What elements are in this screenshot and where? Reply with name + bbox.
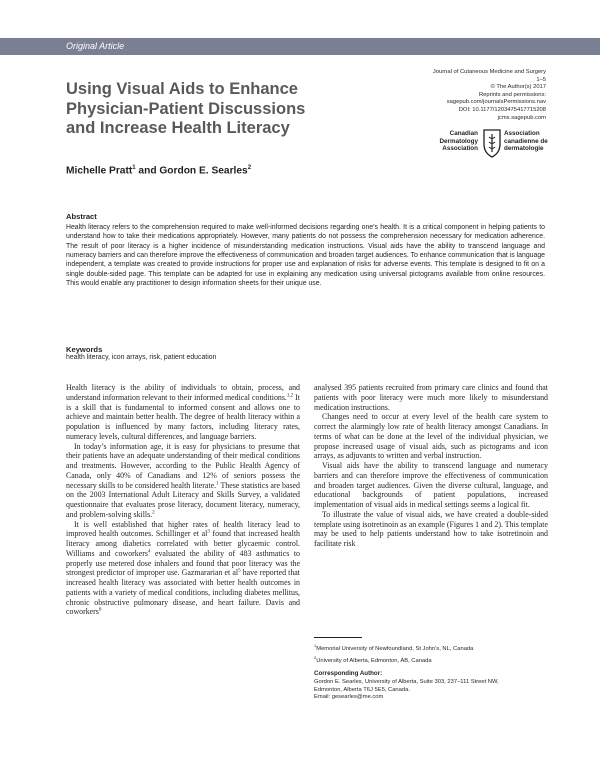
- cda-logo: [426, 128, 546, 168]
- reprints-label: Reprints and permissions:: [478, 91, 546, 98]
- affiliations: [314, 642, 550, 665]
- citation-mark: 3: [207, 529, 210, 535]
- abstract-text: Health literacy refers to the comprehension required to make well-informed decisions regarding one’s health. It is a critical component in helping patients to understand how to take their medications appropriately. However, many patients do not possess the comprehension necessary for medication adherence. The result of poor literacy is a higher incidence of misunderstanding medication instructions. Visual aids have the ability to transcend language and numeracy barriers and can therefore improve the effectiveness of communication and broaden target audiences. To enhance communication that is language independent, a template was created to provide instructions for proper use and explanation of risks for adverse events. This template is designed to fit on a single double-sided page. This template can be adapted for use in explaining any medication using universal pictograms available from online resources. This would enable any practitioner to design information sheets for their unique use.: [66, 224, 545, 288]
- title-line: and Increase Health Literacy: [66, 119, 290, 137]
- citation-mark: 6: [98, 607, 102, 613]
- body-paragraph: [66, 520, 300, 618]
- keywords-heading: Keywords: [66, 345, 103, 354]
- permissions-link[interactable]: sagepub.com/journalsPermissions.nav: [446, 99, 546, 106]
- author-name: Michelle Pratt: [66, 165, 133, 177]
- title-line: Physician-Patient Discussions: [66, 99, 306, 118]
- article-title: [66, 80, 396, 139]
- abstract-heading: Abstract: [66, 212, 97, 221]
- citation-mark: 4: [147, 549, 151, 555]
- article-type-label: Original Article: [66, 41, 125, 51]
- copyright: © The Author(s) 2017: [490, 84, 546, 91]
- logo-line: canadienne de: [504, 137, 548, 145]
- author-name: Gordon E. Searles: [159, 165, 248, 177]
- keywords-text: health literacy, icon arrays, risk, patient education: [66, 354, 217, 361]
- body-paragraph: To illustrate the value of visual aids, we have created a double-sided template using isotretinoin as an example (Figures 1 and 2). This template may be used to help patients understand how to take isotretinoin and facilitate risk: [314, 509, 548, 548]
- citation-mark: 1,2: [286, 393, 294, 399]
- logo-text-french: [504, 130, 564, 153]
- affiliation: [314, 654, 550, 666]
- doi[interactable]: DOI: 10.1177/1203475417715208: [458, 106, 546, 113]
- citation-mark: 2: [152, 510, 155, 516]
- affiliation: [314, 642, 550, 654]
- logo-line: Association: [442, 145, 478, 152]
- corresponding-author-heading: Corresponding Author:: [314, 670, 383, 677]
- author-list: [66, 165, 251, 176]
- citation-mark: 1: [216, 480, 219, 486]
- body-column-right: [314, 383, 548, 549]
- text-run: It is well established that higher rates of health literacy lead to improved health outcomes. Schillinger et al: [66, 519, 300, 539]
- corresponding-author-details: [314, 679, 550, 702]
- body-paragraph: [66, 383, 300, 442]
- corresponding-email[interactable]: Email: gesearles@me.com: [314, 694, 384, 701]
- body-paragraph: Visual aids have the ability to transcend language and numeracy barriers and can therefore improve the effectiveness of communication and broaden target audiences. Given the diverse cultural, language, and educational backgrounds of patient populations, increased implementation of visual aids in medical settings seems a logical fit.: [314, 461, 548, 509]
- logo-line: Association: [504, 130, 540, 137]
- body-paragraph: analysed 395 patients recruited from primary care clinics and found that patients with poor literacy were much more likely to misunderstand medication instructions.: [314, 383, 548, 412]
- author-affil-mark: 1: [132, 165, 136, 171]
- logo-line: Dermatology: [439, 137, 478, 145]
- citation-mark: 5: [238, 568, 241, 574]
- text-run: have reported that increased health literacy was associated with better health outcomes in patients with a variety of medical conditions, including diabetes mellitus, chronic obstructive pulmonary disease, and heart failure. Davis and coworkers: [66, 568, 300, 617]
- corresponding-line: Gordon E. Searles, University of Alberta, Suite 303, 237–111 Street NW,: [314, 679, 499, 685]
- text-run: In today’s information age, it is easy for physicians to presume that their patients have an adequate understanding of their medical conditions and treatments. However, according to the Public Health Agency of Canada, only 40% of Canadians and 12% of seniors possess the necessary skills to be considered health literate.: [66, 441, 300, 490]
- journal-name: Journal of Cutaneous Medicine and Surgery: [432, 69, 546, 75]
- text-run: found that increased health literacy among diabetics correlated with better glycaemic control. Williams and coworkers: [66, 529, 300, 558]
- footnote-divider: [314, 637, 362, 638]
- body-paragraph: Changes need to occur at every level of the health care system to correct the alarmingly low rate of health literacy amongst Canadians. In terms of what can be done at the level of the individual physician, we propose increased usage of visual aids, such as pictograms and icon arrays, as adjuvants to written and verbal instruction.: [314, 412, 548, 461]
- body-paragraph: [66, 442, 300, 520]
- text-run: It is a skill that is fundamental to informed consent and allows one to achieve and maintain better health. The degree of health literacy within a population is influenced by many factors, including literacy rates, numeracy levels, cultural differences, and language barriers.: [66, 392, 300, 441]
- text-run: Health literacy is the ability of individuals to obtain, process, and understand information relevant to their informed medical conditions.: [66, 383, 300, 402]
- logo-line: Canadian: [449, 130, 478, 137]
- journal-meta: [433, 69, 546, 122]
- author-conjunction: and: [135, 165, 160, 177]
- body-column-left: [66, 383, 300, 617]
- page-range: 1–5: [536, 76, 546, 83]
- corresponding-line: Edmonton, Alberta T6J 5E5, Canada.: [314, 686, 410, 693]
- affil-text: University of Alberta, Edmonton, AB, Canada: [316, 657, 432, 664]
- shield-icon: [482, 128, 502, 158]
- logo-line: dermatologie: [504, 145, 544, 152]
- text-run: evaluated the ability of 483 asthmatics to properly use metered dose inhalers and found that poor literacy was the strongest predictor of improper use. Gazmararian et al: [66, 548, 300, 578]
- affil-mark: 2: [314, 654, 317, 660]
- affil-mark: 1: [314, 643, 317, 648]
- title-line: Using Visual Aids to Enhance: [66, 80, 298, 98]
- author-affil-mark: 2: [247, 165, 252, 171]
- article-type-banner: [0, 38, 600, 55]
- logo-text-english: [426, 130, 478, 153]
- journal-url[interactable]: jcms.sagepub.com: [497, 114, 546, 121]
- affil-text: Memorial University of Newfoundland, St John’s, NL, Canada: [316, 645, 474, 652]
- text-run: These statistics are based on the 2003 International Adult Literacy and Skills Survey, a validated questionnaire that evaluates prose literacy, document literacy, numeracy, and problem-solving skills.: [66, 480, 300, 519]
